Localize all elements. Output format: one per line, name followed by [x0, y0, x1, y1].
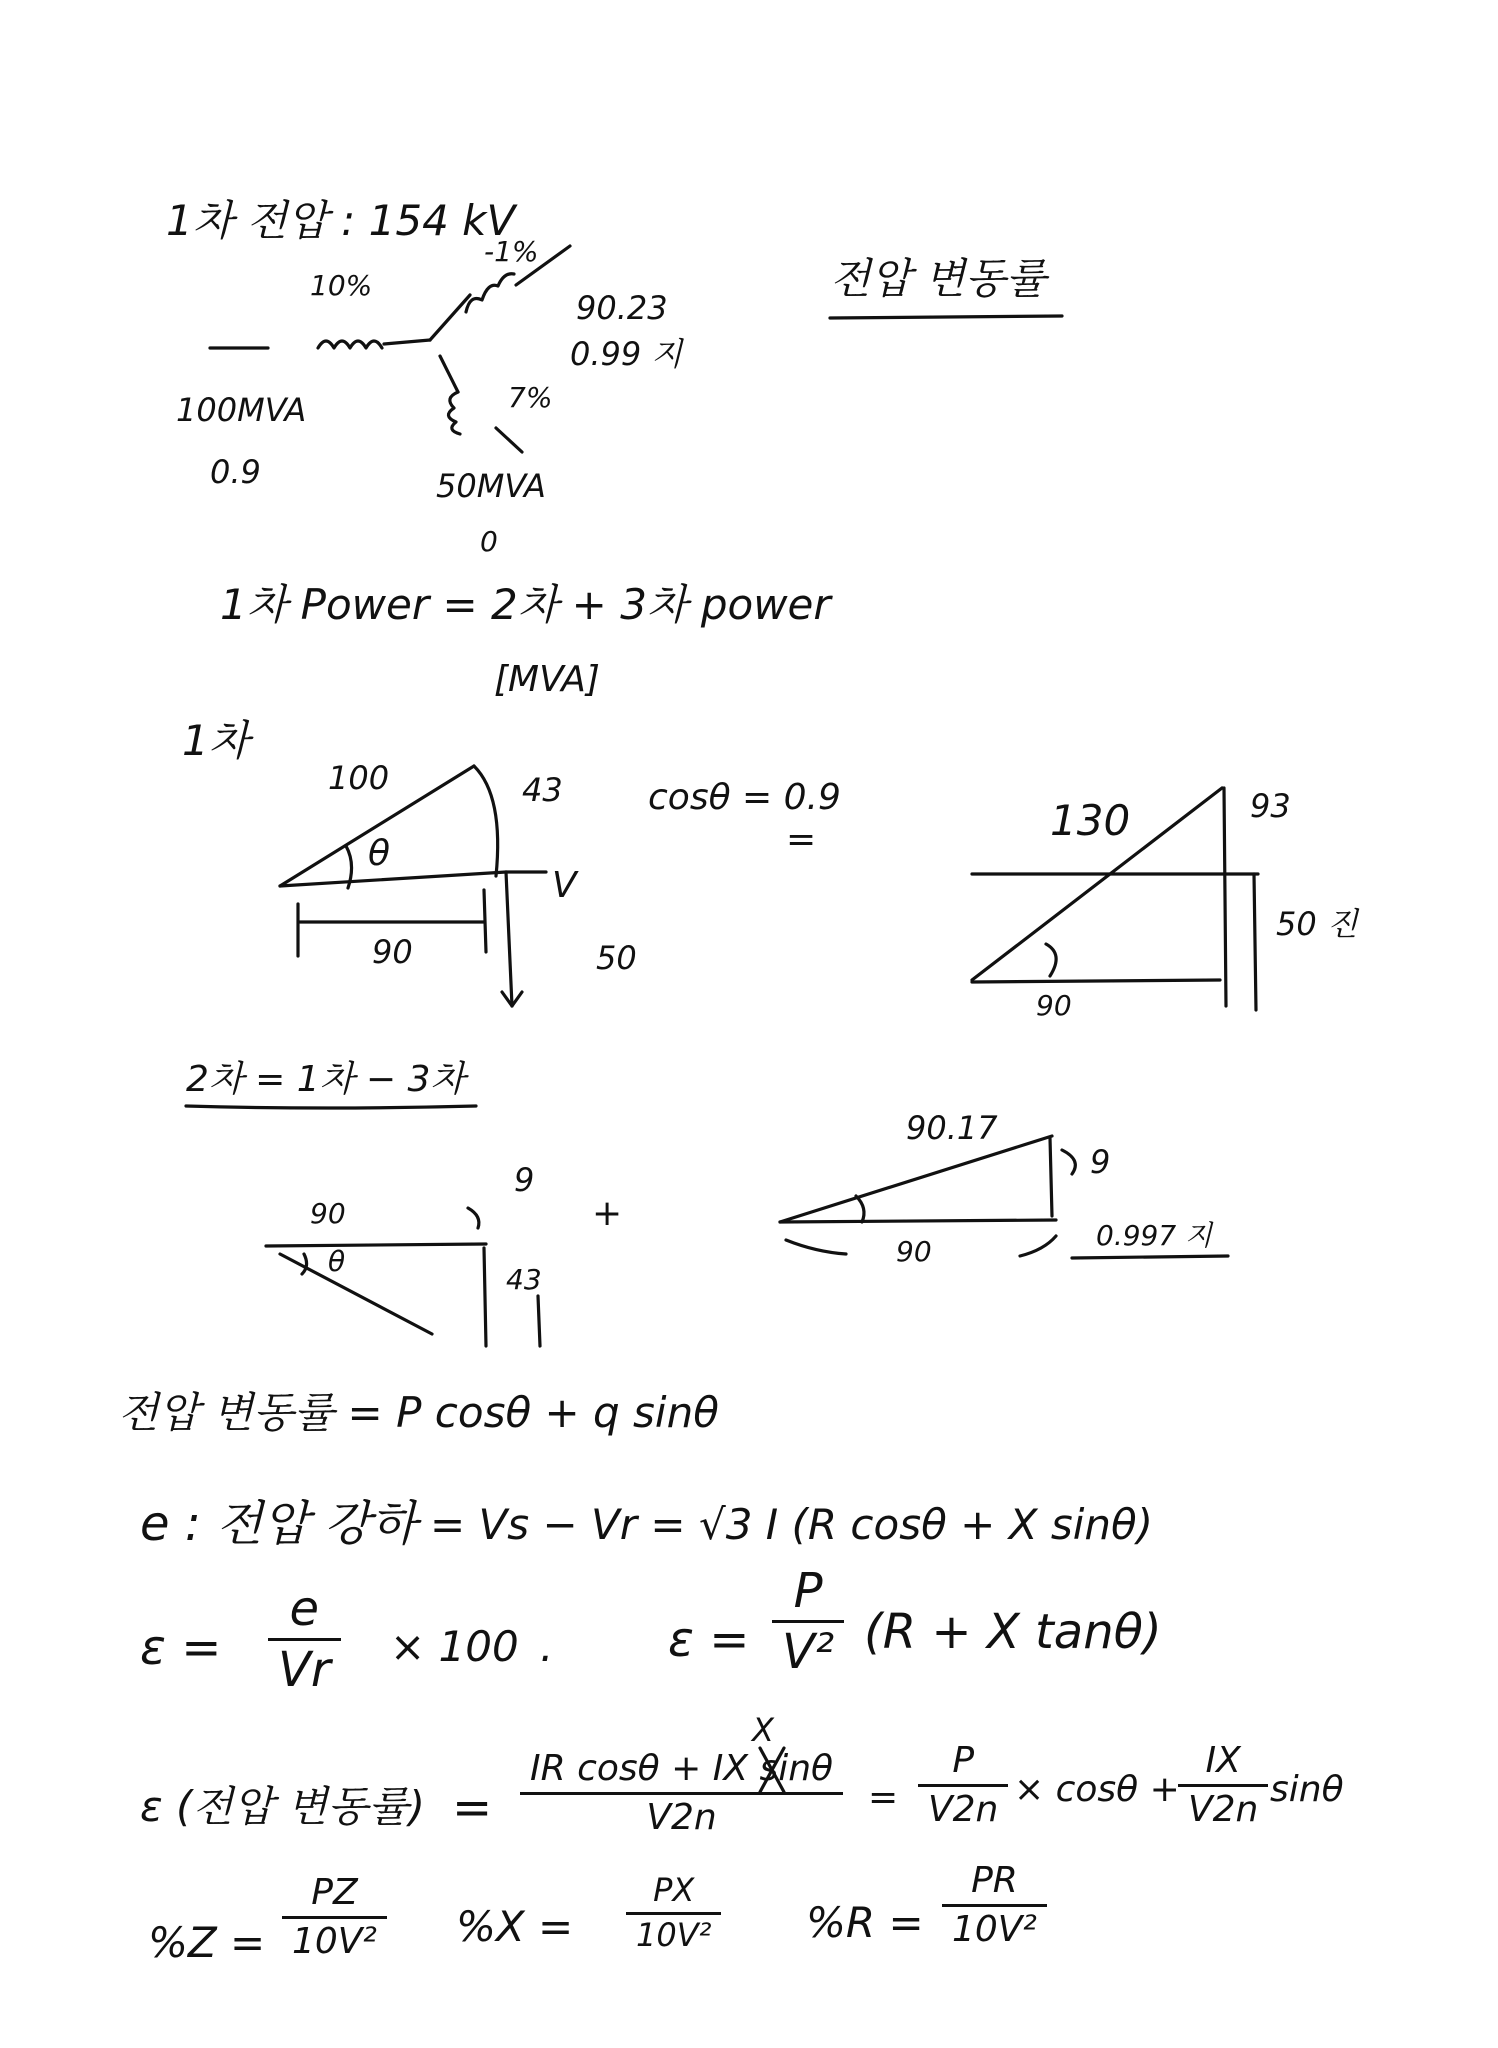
formula-reg-eq1: =	[452, 1780, 493, 1836]
tri2-right-label: 50 진	[1276, 905, 1358, 943]
winding-2-percent: -1%	[484, 235, 539, 268]
tri2-angle-arc	[1046, 944, 1056, 976]
tri1-hyp-label: 100	[328, 759, 390, 797]
formula-reg-fraction	[520, 1750, 843, 1837]
tri4-hyp-label: 90.17	[906, 1109, 998, 1147]
tri4-angle-arc	[856, 1196, 864, 1222]
tri3-top-label: 9	[514, 1161, 535, 1199]
tri4-side-label: 9	[1090, 1143, 1111, 1181]
formula-eps1-tail: × 100	[390, 1622, 519, 1671]
tri2-base-label: 90	[1036, 989, 1072, 1022]
tri4-base-label: 90	[896, 1235, 932, 1268]
fraction-bar	[520, 1792, 843, 1795]
fraction-bar	[626, 1912, 721, 1915]
cos-equals: =	[786, 819, 817, 860]
tri3-hyp	[280, 1254, 432, 1334]
title-underline	[830, 316, 1062, 318]
formula-reg-lhs: ε (전압 변동률)	[140, 1782, 426, 1831]
tri3-arrow	[538, 1296, 540, 1346]
tri3-side-label: 43	[506, 1263, 542, 1296]
formula-eps1-dot: .	[540, 1622, 554, 1671]
tri2-vert	[1224, 788, 1226, 1006]
winding-1-lead	[384, 340, 430, 344]
formula-pz-fraction	[282, 1874, 387, 1961]
tri2-side-label: 93	[1250, 787, 1291, 825]
tri1-down-label: 50	[596, 939, 637, 977]
tri1-base	[280, 872, 506, 886]
formula-px-den: 10V²	[636, 1915, 712, 1954]
power-unit: [MVA]	[494, 659, 600, 700]
winding-3-percent: 7%	[508, 381, 553, 414]
formula-pr-fraction	[942, 1862, 1047, 1949]
winding-3-mva: 50MVA	[436, 467, 546, 505]
tri4-right-bracket	[1062, 1150, 1075, 1174]
tri1-theta: θ	[368, 833, 391, 874]
tri4-base-dim-r	[1020, 1236, 1056, 1256]
winding-2-coil	[466, 274, 514, 312]
cos-theta: cosθ = 0.9	[648, 777, 841, 818]
page-title: 전압 변동률	[830, 254, 1047, 303]
formula-eps1-num: e	[289, 1581, 320, 1637]
plus-sign: +	[592, 1193, 623, 1234]
formula-regulation: 전압 변동률 = P cosθ + q sinθ	[118, 1388, 719, 1437]
junction-down	[440, 356, 458, 392]
formula-drop-label: e : 전압 강하	[140, 1496, 417, 1552]
formula-pr-num: PR	[971, 1860, 1018, 1901]
tri4-pf-underline	[1072, 1256, 1228, 1258]
fraction-bar	[772, 1620, 844, 1623]
formula-reg-den: V2n	[646, 1796, 717, 1838]
tri3-arc	[468, 1208, 479, 1228]
tri1-side-arc	[474, 766, 498, 876]
tri1-side-label: 43	[522, 771, 563, 809]
formula-eps2-tail: (R + X tanθ)	[864, 1604, 1162, 1660]
formula-reg-tail: sinθ	[1270, 1769, 1344, 1810]
formula-pz-lhs: %Z =	[148, 1918, 266, 1967]
tri4-pf-label: 0.997 지	[1096, 1219, 1213, 1252]
winding-1-mva: 100MVA	[176, 391, 307, 429]
tri1-vert	[506, 872, 512, 1006]
formula-reg-ix-num: IX	[1205, 1740, 1241, 1781]
formula-eps1-lhs: ε =	[140, 1620, 222, 1676]
winding-1-pf: 0.9	[210, 453, 261, 491]
fraction-bar	[268, 1638, 341, 1641]
power-equation: 1차 Power = 2차 + 3차 power	[220, 580, 831, 629]
winding-1-percent: 10%	[310, 269, 373, 302]
tri3-top	[266, 1244, 486, 1246]
tri1-v-label: V	[552, 865, 577, 906]
formula-reg-mid: × cosθ +	[1014, 1769, 1180, 1810]
tri4-base	[780, 1220, 1056, 1222]
formula-eps2-fraction	[772, 1563, 844, 1681]
winding-1-coil	[318, 341, 382, 348]
primary-voltage: 1차 전압 : 154 kV	[166, 196, 516, 245]
formula-reg-x-mark: X	[752, 1711, 774, 1749]
tri4-base-dim-l	[786, 1240, 846, 1254]
winding-2-mva: 90.23	[576, 289, 668, 327]
formula-px-lhs: %X =	[456, 1902, 574, 1951]
tri1-dim-tick-r	[484, 890, 486, 952]
tri3-base-label: 90	[310, 1197, 346, 1230]
formula-pz-den: 10V²	[292, 1920, 377, 1962]
section2-label: 2차 = 1차 − 3차	[186, 1059, 466, 1100]
fraction-bar	[282, 1916, 387, 1919]
formula-pr-den: 10V²	[952, 1908, 1037, 1950]
tri2-hyp-label: 130	[1050, 796, 1131, 845]
formula-reg-p-num: P	[952, 1740, 975, 1781]
formula-px-num: PX	[653, 1871, 695, 1909]
formula-eps1-den: Vr	[278, 1642, 331, 1699]
tri2-right-arrow	[1254, 874, 1256, 1010]
formula-pz-num: PZ	[311, 1872, 358, 1913]
junction-up	[430, 295, 470, 340]
tri1-base-label: 90	[372, 933, 413, 971]
formula-eps1-fraction	[268, 1581, 341, 1699]
formula-reg-fraction-p	[918, 1742, 1008, 1829]
winding-2-pf: 0.99 지	[570, 335, 683, 373]
formula-reg-num: IR cosθ + IX sinθ	[530, 1748, 834, 1789]
winding-3-coil	[448, 392, 460, 434]
winding-3-lead	[496, 428, 522, 452]
fraction-bar	[942, 1904, 1047, 1907]
formula-eps2-num: P	[793, 1563, 823, 1619]
formula-px-fraction	[626, 1871, 721, 1954]
formula-reg-eq2: =	[868, 1777, 899, 1818]
formula-drop: = Vs − Vr = √3 I (R cosθ + X sinθ)	[430, 1500, 1154, 1549]
fraction-bar	[1178, 1784, 1268, 1787]
formula-reg-fraction-ix	[1178, 1742, 1268, 1829]
winding-3-pf: 0	[480, 525, 498, 558]
section1-label: 1차	[182, 716, 250, 765]
fraction-bar	[918, 1784, 1008, 1787]
tri3-angle-arc	[302, 1254, 307, 1274]
tri3-vert	[484, 1248, 486, 1346]
section2-underline	[186, 1106, 476, 1108]
formula-pr-lhs: %R =	[806, 1898, 924, 1947]
formula-reg-p-den: V2n	[928, 1788, 999, 1830]
tri3-theta: θ	[328, 1245, 346, 1278]
formula-eps2-lhs: ε =	[668, 1612, 750, 1668]
formula-reg-ix-den: V2n	[1188, 1788, 1259, 1830]
tri4-vert	[1050, 1138, 1052, 1216]
tri4-hyp	[780, 1136, 1052, 1222]
formula-eps2-den: V²	[782, 1624, 835, 1681]
tri2-base	[972, 980, 1220, 982]
